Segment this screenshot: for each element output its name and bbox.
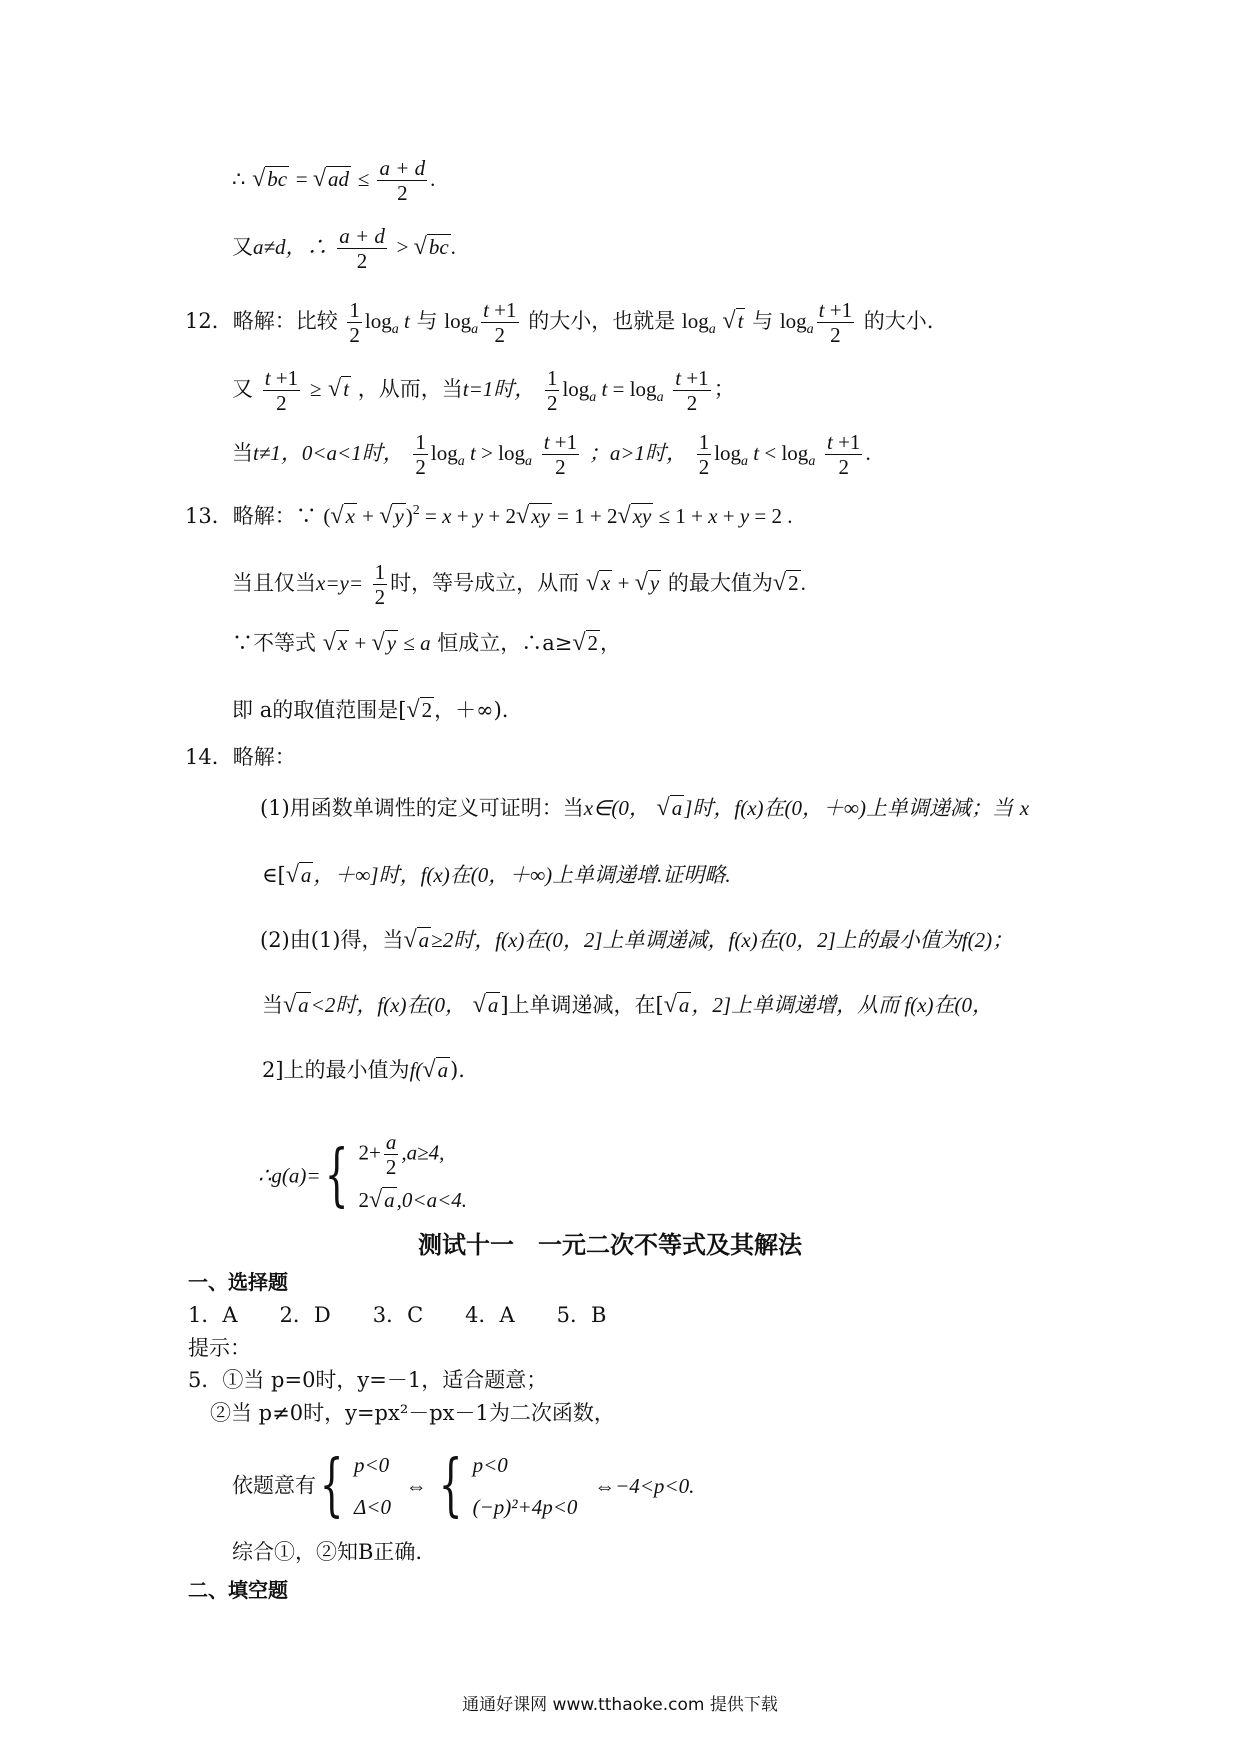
text: 与 (416, 309, 438, 333)
cases: 2+ $\frac{a}{2}$ ,a≥4, 2√a,0<a<4. (358, 1130, 467, 1213)
text: 2+ (358, 1140, 381, 1165)
hint-label: 提示： (188, 1336, 251, 1360)
item-14-line-3: (2)由(1)得，当√a≥2时，f(x)在(0，2]上单调递减，f(x)在(0，2]上的最小值为f(2)； (260, 927, 1014, 953)
heading-choice: 一、选择题 (188, 1270, 288, 1294)
item-14-line-5: 2]上的最小值为f(√a). (262, 1057, 465, 1083)
text: x=y= (316, 571, 363, 595)
text: 恒成立，∴a≥ (437, 631, 573, 655)
text-cond: a≠d，∴ (253, 235, 328, 259)
text: 依题意有 (232, 1473, 316, 1498)
heading-fill: 二、填空题 (188, 1578, 288, 1602)
section-title: 测试十一 一元二次不等式及其解法 (418, 1231, 802, 1259)
item-13-line-1: 13．略解：∵ $(√x + √y)^2 = x + y + 2√xy = 1 + 2√xy \le 1 + x + y = 2$ . (185, 503, 793, 529)
left-brace: { (438, 1445, 463, 1525)
text: ，＋∞). (434, 698, 509, 722)
text: ，从而，当 (357, 377, 463, 401)
item-13-line-2: 当且仅当x=y= $\frac{1}{2}$ 时，等号成立，从而 √x + √y 的最大值为√2. (232, 560, 806, 609)
text: 的大小. (863, 309, 934, 333)
item-number: 13．略解： (185, 504, 296, 528)
because-sign: ∵ (295, 504, 317, 528)
text: ；a>1时， (588, 441, 687, 465)
iff-sign: ⇔ (405, 1473, 427, 1498)
text: <2时，f(x)在(0， (310, 993, 466, 1017)
text: 即 (232, 698, 253, 722)
text: ]上单调递减，在[ (500, 993, 664, 1017)
eq-avg-gt-sqrt: 又a≠d，∴ $\frac{a + d}{2}$ > √bc. (232, 224, 456, 273)
text: ∴g(a)= (258, 1163, 321, 1188)
text: 又 (232, 377, 253, 401)
step-5-conclusion: 综合①，②知B正确. (232, 1540, 423, 1564)
text: 时，等号成立，从而 (390, 571, 580, 595)
text: t≠1，0<a<1时， (253, 441, 404, 465)
text: Δ<0 (353, 1494, 391, 1519)
text: x (1019, 796, 1030, 820)
text: ∵不等式 (232, 631, 316, 655)
text: 当 (232, 441, 253, 465)
item-13-line-3: ∵不等式 √x + √y ≤ a 恒成立，∴a≥√2， (232, 630, 622, 656)
text: f( (409, 1058, 423, 1082)
text: 与 (752, 309, 774, 333)
item-14-line-4: 当√a<2时，f(x)在(0， √a]上单调递减，在[√a，2]上单调递增，从而 f(x)在(0， (262, 992, 993, 1018)
text: ，2]上单调递增，从而 f(x)在(0， (691, 993, 993, 1017)
item-13-line-4: 即 a的取值范围是[√2，＋∞). (232, 697, 509, 723)
text: ). (450, 1058, 465, 1082)
item-12-line-3: 当t≠1，0<a<1时， $\frac{1}{2}$ $\log_a t > \log_a$ $\frac{t +1}{2}$ ；a>1时， $\frac{1}{2}$ $\log_a t < \log_a$ $\frac{t +1}{2}$ . (232, 430, 871, 479)
cases-1 (354, 1444, 391, 1528)
text: ∈[ (262, 863, 286, 887)
text: p<0 (353, 1452, 390, 1477)
page-footer: 通通好课网 www.tthaoke.com 提供下载 (462, 1695, 778, 1715)
text: ⇔−4<p<0. (594, 1473, 695, 1498)
text: p<0 (472, 1452, 508, 1477)
text: ,0<a<4. (396, 1188, 467, 1212)
left-brace: { (324, 1135, 349, 1215)
step-5-b: ②当 p≠0时，y=px²－px－1为二次函数， (210, 1401, 615, 1425)
therefore-sign: ∴ (232, 167, 246, 191)
text: ,a≥4, (401, 1140, 445, 1165)
text: ≥2时，f(x)在(0，2]上单调递减，f(x)在(0，2]上的最小值为f(2)； (431, 928, 1014, 952)
text-you: 又 (232, 235, 253, 259)
text: (1)用函数单调性的定义可证明：当 (260, 796, 584, 820)
eq-sqrt-bc: ∴ √bc = √ad ≤ $\frac{a + d}{2}$ . (232, 156, 436, 205)
text: ]时，f(x)在(0，＋∞)上单调递减；当 (684, 796, 1013, 820)
text: ，＋∞]时，f(x)在(0，＋∞)上单调递增.证明略. (313, 863, 731, 887)
item-14-header: 14．略解： (185, 745, 296, 769)
step-5-a: 5．①当 p=0时，y=－1，适合题意； (188, 1368, 548, 1392)
left-brace: { (319, 1445, 344, 1525)
text: 当且仅当 (232, 571, 316, 595)
text: t=1时， (462, 377, 536, 401)
item-12-line-2: 又 $\frac{t +1}{2}$ ≥ √t ，从而，当t=1时， $\frac{1}{2}$ $\log_a t = \log_a$ $\frac{t +1}{2}$ ； (232, 366, 735, 415)
text: a的取值范围是[ (259, 698, 407, 722)
item-number: 12．略解： (185, 309, 296, 333)
text: 的大小，也就是 (528, 309, 676, 333)
text: (−p)²+4p<0 (472, 1494, 578, 1519)
text: (2)由(1)得，当 (260, 928, 404, 952)
text: 2]上的最小值为 (262, 1058, 410, 1082)
piecewise-g (258, 1130, 467, 1221)
text: 2 (358, 1188, 369, 1212)
step-5-system (232, 1442, 694, 1528)
cases-2 (473, 1444, 578, 1528)
text: 当 (262, 993, 283, 1017)
item-14-line-1: (1)用函数单调性的定义可证明：当x∈(0， √a]时，f(x)在(0，＋∞)上单调递减；当 x (260, 795, 1030, 821)
answers-line: 1．A 2．D 3．C 4．A 5．B (188, 1303, 607, 1327)
item-12-line-1: 12．略解：比较 $\frac{1}{2}$ $\log_a t$ 与 $\log_a$ $\frac{t +1}{2}$ 的大小，也就是 $\log_a √t$ 与 $\log_a$ $\frac{t +1}{2}$ 的大小. (185, 298, 934, 347)
text: 比较 (295, 309, 338, 333)
text: 的最大值为 (667, 571, 773, 595)
text: ， (600, 631, 622, 655)
text: x∈(0， (583, 796, 650, 820)
item-14-line-2: ∈[√a，＋∞]时，f(x)在(0，＋∞)上单调递增.证明略. (262, 862, 731, 888)
